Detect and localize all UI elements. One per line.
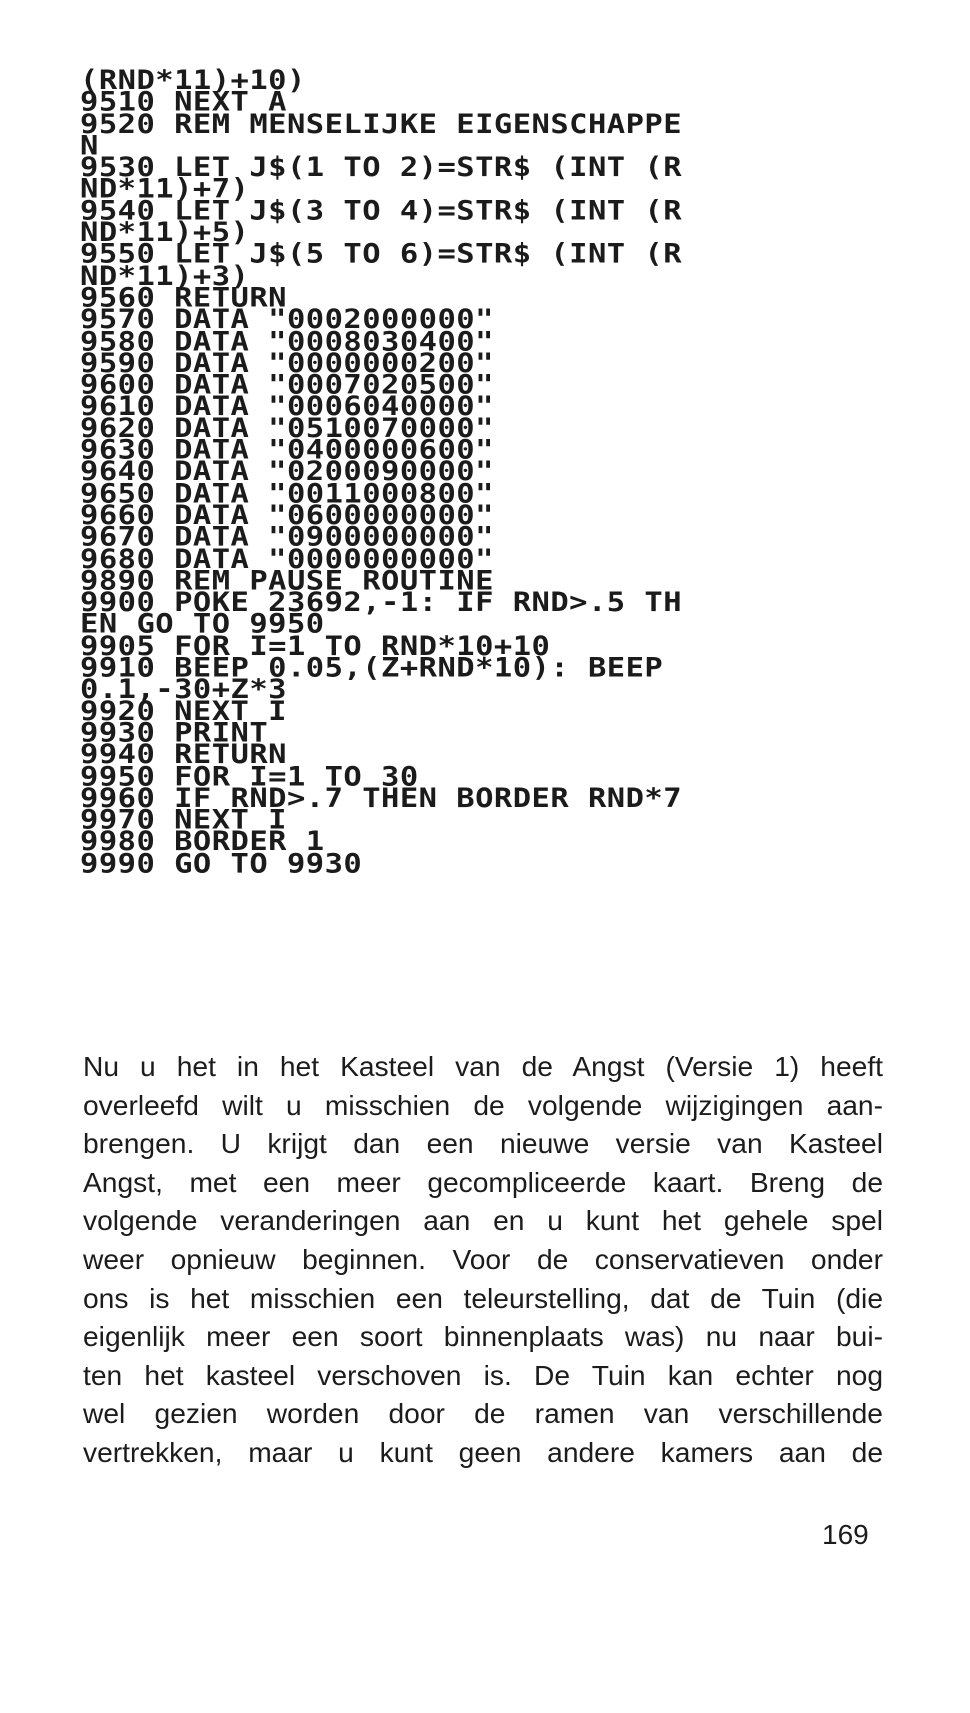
code-line: 9620 DATA "0510070000" <box>80 413 494 444</box>
code-line: 9640 DATA "0200090000" <box>80 457 494 488</box>
code-line: 9910 BEEP 0.05,(Z+RND*10): BEEP <box>80 653 664 684</box>
paragraph-line: wel gezien worden door de ramen van verschillende <box>83 1397 883 1430</box>
code-line: 9905 FOR I=1 TO RND*10+10 <box>80 631 551 662</box>
code-line: 9900 POKE 23692,-1: IF RND>.5 TH <box>80 587 683 618</box>
code-line: 9930 PRINT <box>80 718 269 749</box>
paragraph-line: vertrekken, maar u kunt geen andere kamers aan de <box>83 1435 883 1468</box>
code-line: 9570 DATA "0002000000" <box>80 305 494 336</box>
code-line: ND*11)+5) <box>80 217 250 249</box>
code-line: N <box>80 130 99 162</box>
code-line: 9530 LET J$(1 TO 2)=STR$ (INT (R <box>80 152 683 183</box>
paragraph-line: ten het kasteel verschoven is. De Tuin kan echter nog <box>83 1358 883 1391</box>
code-line: 9990 GO TO 9930 <box>80 848 363 879</box>
code-line: 9560 RETURN <box>80 283 287 314</box>
code-line: 9660 DATA "0600000000" <box>80 500 494 531</box>
paragraph-line: Nu u het in het Kasteel van de Angst (Versie 1) heeft <box>83 1050 883 1082</box>
code-line: ND*11)+7) <box>80 174 250 205</box>
code-line: 9580 DATA "0008030400" <box>80 326 494 357</box>
code-line: ND*11)+3) <box>80 261 250 292</box>
code-line: 9550 LET J$(5 TO 6)=STR$ (INT (R <box>80 239 683 270</box>
basic-code-listing <box>80 65 900 879</box>
code-line: 9890 REM PAUSE ROUTINE <box>80 566 494 597</box>
code-line: 9970 NEXT I <box>80 805 287 836</box>
code-line: 9520 REM MENSELIJKE EIGENSCHAPPE <box>80 109 683 140</box>
paragraph-line: brengen. U krijgt dan een nieuwe versie van Kasteel <box>83 1127 883 1160</box>
code-line: 9540 LET J$(3 TO 4)=STR$ (INT (R <box>80 196 683 227</box>
code-line: 9670 DATA "0900000000" <box>80 522 494 553</box>
paragraph-line: Angst, met een meer gecompliceerde kaart. Breng de <box>83 1165 883 1198</box>
code-line: 9510 NEXT A <box>80 87 287 118</box>
code-line: 9950 FOR I=1 TO 30 <box>80 761 419 792</box>
code-line: 9920 NEXT I <box>80 696 287 727</box>
code-line: 9680 DATA "0000000000" <box>80 544 494 575</box>
code-line: EN GO TO 9950 <box>80 609 325 640</box>
code-line: (RND*11)+10) <box>80 65 306 96</box>
paragraph-line: weer opnieuw beginnen. Voor de conservatieven onder <box>83 1242 883 1275</box>
code-line: 9590 DATA "0000000200" <box>80 348 494 379</box>
code-line: 9610 DATA "0006040000" <box>80 392 494 423</box>
body-paragraph <box>83 1047 883 1472</box>
code-line: 9980 BORDER 1 <box>80 827 325 858</box>
paragraph-line: overleefd wilt u misschien de volgende wijzigingen aan- <box>83 1088 883 1121</box>
code-line: 0.1,-30+Z*3 <box>80 674 287 705</box>
code-line: 9650 DATA "0011000800" <box>80 479 494 510</box>
code-line: 9600 DATA "0007020500" <box>80 370 494 401</box>
paragraph-line: volgende veranderingen aan en u kunt het gehele spel <box>83 1204 883 1237</box>
code-line: 9960 IF RND>.7 THEN BORDER RND*7 <box>80 783 683 814</box>
paragraph-line: eigenlijk meer een soort binnenplaats was) nu naar bui- <box>83 1320 883 1353</box>
page-number: 169 <box>822 1519 869 1550</box>
code-line: 9940 RETURN <box>80 740 287 771</box>
code-line: 9630 DATA "0400000600" <box>80 435 494 466</box>
paragraph-line: ons is het misschien een teleurstelling, dat de Tuin (die <box>83 1281 883 1314</box>
